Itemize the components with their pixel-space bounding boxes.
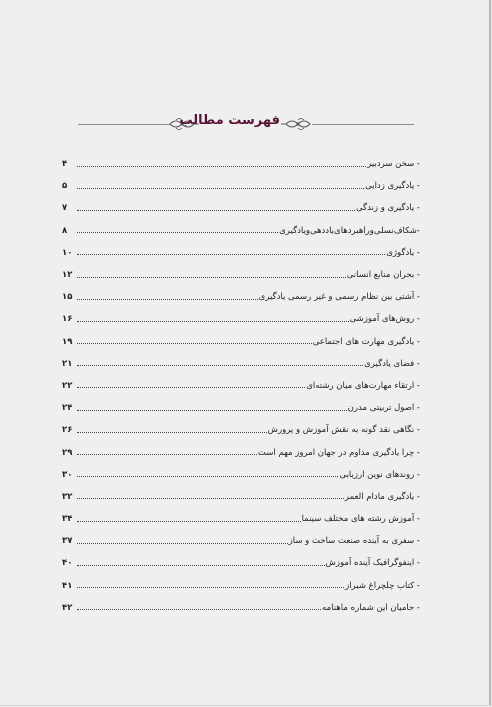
toc-entry[interactable] — [62, 575, 420, 597]
toc-entry[interactable] — [62, 220, 420, 242]
toc-entry[interactable] — [62, 308, 420, 330]
dot-leader — [77, 226, 278, 233]
dot-leader — [77, 381, 305, 388]
dot-leader — [77, 337, 312, 344]
toc-entry-title: - سخن سردبیر — [367, 159, 420, 170]
toc-entry-title: - یادگیری زدایی — [365, 181, 420, 192]
toc-entry-title: - بحران منابع انسانی — [346, 270, 420, 281]
toc-entry-title: - کتاب چلچراغ شیراز — [345, 580, 420, 591]
toc-entry[interactable] — [62, 397, 420, 419]
toc-entry-page: ۴ — [62, 159, 68, 170]
toc-entry-title: -شکاف‌نسلی‌وراهبردهای‌یاددهی‌ویادگیری — [279, 225, 420, 236]
toc-entry-title: - حامیان این شماره ماهنامه — [322, 602, 420, 613]
toc-entry-page: ۳۴ — [62, 514, 73, 525]
dot-leader — [77, 315, 349, 322]
toc-entry[interactable] — [62, 175, 420, 197]
ornament-right-icon — [280, 117, 312, 131]
toc-entry-page: ۷ — [62, 203, 68, 214]
dot-leader — [77, 448, 257, 455]
dot-leader — [77, 470, 338, 477]
toc-entry-title: - روندهای نوین ارزیابی — [339, 469, 420, 480]
toc-entry-page: ۱۰ — [62, 247, 73, 258]
dot-leader — [77, 293, 258, 300]
toc-entry-title: - ارتقاء مهارت‌های میان رشته‌ای — [306, 380, 420, 391]
toc-entry-page: ۲۶ — [62, 425, 73, 436]
toc-entry-page: ۱۵ — [62, 292, 73, 303]
toc-entry[interactable] — [62, 242, 420, 264]
toc-entry[interactable] — [62, 486, 420, 508]
toc-entry[interactable] — [62, 264, 420, 286]
toc-entry-title: - یادگوژی — [386, 247, 420, 258]
toc-entry-page: ۲۱ — [62, 358, 73, 369]
toc-entry-page: ۳۰ — [62, 469, 73, 480]
toc-entry-title: - اینفوگرافیک آینده آموزش — [325, 558, 420, 569]
header-rule-left — [78, 124, 170, 125]
dot-leader — [77, 160, 366, 167]
toc-entry[interactable] — [62, 419, 420, 441]
toc-entry-title: - چرا یادگیری مداوم در جهان امروز مهم است — [257, 447, 420, 458]
toc-entry-page: ۱۶ — [62, 314, 73, 325]
dot-leader — [77, 492, 344, 499]
dot-leader — [77, 581, 344, 588]
toc-entry-title: - یادگیری مهارت های اجتماعی — [312, 336, 420, 347]
dot-leader — [77, 537, 288, 544]
toc-entry[interactable] — [62, 153, 420, 175]
toc-entry-title: - فضای یادگیری — [364, 358, 420, 369]
toc-entry[interactable] — [62, 530, 420, 552]
dot-leader — [77, 271, 346, 278]
toc-entry[interactable] — [62, 353, 420, 375]
table-of-contents — [62, 153, 420, 619]
dot-leader — [77, 603, 321, 610]
toc-entry-title: - آشتی بین نظام رسمی و غیر رسمی یادگیری — [258, 292, 420, 303]
toc-entry-title: - روش‌های آموزشی — [349, 314, 420, 325]
toc-entry[interactable] — [62, 464, 420, 486]
toc-entry-page: ۱۲ — [62, 270, 73, 281]
toc-entry-page: ۵ — [62, 181, 68, 192]
toc-entry[interactable] — [62, 441, 420, 463]
toc-entry-title: - اصول تربیتی مدرن — [347, 403, 420, 414]
toc-entry[interactable] — [62, 597, 420, 619]
toc-entry-page: ۲۲ — [62, 380, 73, 391]
toc-entry-title: - نگاهی نقد گونه به نقش آموزش و پرورش — [267, 425, 420, 436]
toc-entry-title: - یادگیری و زندگی — [355, 203, 420, 214]
toc-entry[interactable] — [62, 331, 420, 353]
toc-entry[interactable] — [62, 375, 420, 397]
toc-entry-page: ۳۲ — [62, 491, 73, 502]
toc-entry-page: ۴۰ — [62, 558, 73, 569]
dot-leader — [77, 515, 301, 522]
toc-entry-title: - آموزش رشته های مختلف سینما — [301, 514, 420, 525]
toc-entry-page: ۲۴ — [62, 403, 73, 414]
toc-entry-page: ۴۲ — [62, 602, 73, 613]
toc-entry-page: ۱۹ — [62, 336, 73, 347]
dot-leader — [77, 204, 355, 211]
toc-entry[interactable] — [62, 286, 420, 308]
toc-entry-title: - یادگیری مادام العمر — [344, 491, 420, 502]
toc-entry-page: ۳۷ — [62, 536, 73, 547]
toc-entry[interactable] — [62, 508, 420, 530]
header-rule-right — [312, 124, 414, 125]
page-title: فهرست مطالب — [179, 113, 280, 128]
toc-entry-page: ۴۱ — [62, 580, 73, 591]
dot-leader — [77, 426, 267, 433]
toc-entry[interactable] — [62, 552, 420, 574]
toc-entry-page: ۲۹ — [62, 447, 73, 458]
dot-leader — [77, 359, 363, 366]
toc-entry[interactable] — [62, 197, 420, 219]
dot-leader — [77, 404, 347, 411]
toc-entry-title: - سفری به آینده صنعت ساخت و ساز — [288, 536, 420, 547]
dot-leader — [77, 559, 325, 566]
toc-header — [78, 114, 414, 134]
toc-entry-page: ۸ — [62, 225, 68, 236]
dot-leader — [77, 182, 364, 189]
dot-leader — [77, 248, 385, 255]
